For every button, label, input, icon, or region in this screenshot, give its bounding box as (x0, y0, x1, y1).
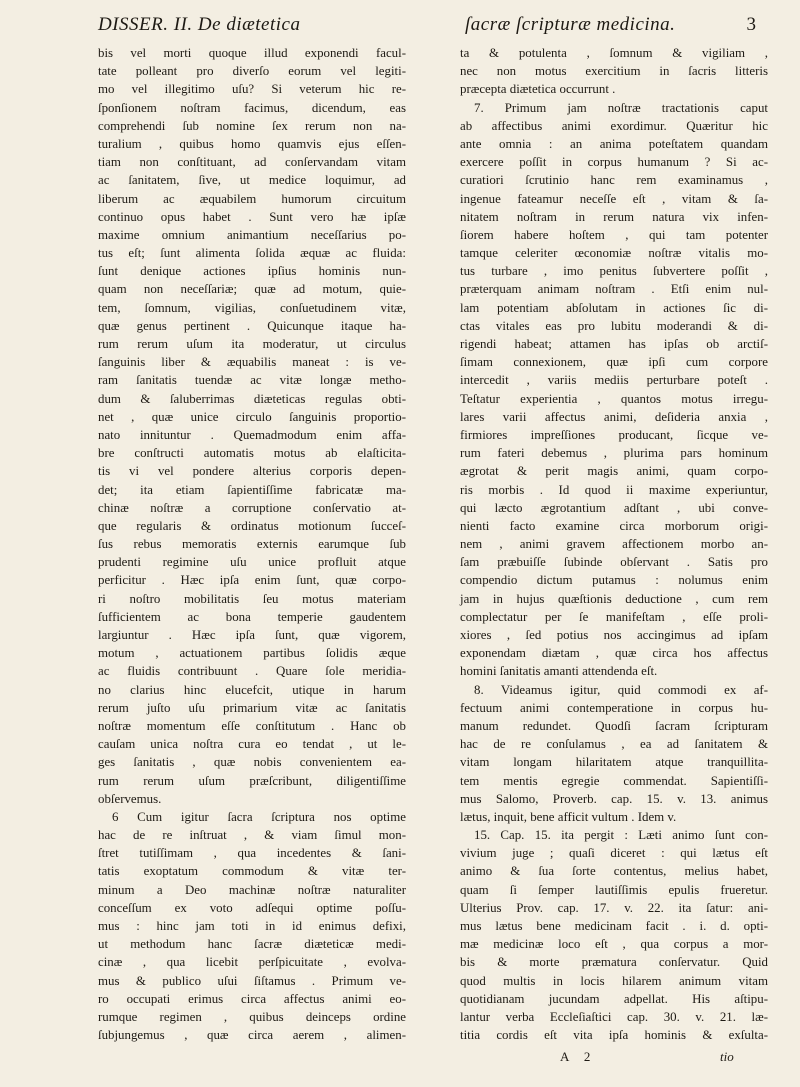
text-line: qui læcto ægrotantium adſtant , ubi conve- (460, 500, 768, 515)
text-line: maxime omnium animantium neceſſarius po- (98, 227, 406, 242)
text-line: ſus rebus memoratis externis earumque ſub (98, 537, 406, 552)
text-line: 15. Cap. 15. ita pergit : Læti animo ſunt con- (474, 828, 768, 843)
text-line: ac fluidis contribuunt . Quare ſole meridia- (98, 664, 406, 679)
running-header-left: DISSER. II. De diætetica (98, 14, 301, 35)
text-line: nitatem noſtram in rerum natura vix infen- (460, 209, 768, 224)
text-line: hac de re conſulamus , ea ad ſanitatem & (460, 737, 768, 752)
text-line: ac ſanitatem, ſive, ut medice loquimur, ad (98, 173, 406, 188)
text-line: titia cordis eſt vita ipſa hominis & exſulta- (460, 1028, 768, 1043)
text-line: fectuum animi contemperatione in corpus hu- (460, 700, 768, 715)
text-line: lares varii affectus animi, deſideria anxia , (460, 409, 768, 424)
text-line: Ulterius Prov. cap. 17. v. 22. ita ſatur: ani- (460, 900, 768, 915)
text-line: lam potentiam abſolutam in actiones ſic di- (460, 300, 768, 315)
text-line: bre conſtructi automatis motus ab elaſticita- (98, 446, 406, 461)
text-line: animo & ſua ſorte contentus, melius habet, (460, 864, 768, 879)
text-line: rigendi habeat; attamen has ipſas ob arctiſ- (460, 337, 768, 351)
text-line: tem mentis egregie commendat. Sapientiſſi- (460, 773, 768, 788)
text-line: cinæ , qua licebit perſpicuitate , evolva- (98, 955, 406, 970)
text-line: ab affectibus animi exordimur. Quæritur hic (460, 118, 768, 133)
text-line: ingenue fateamur neceſſe eſt , vitam & ſa- (460, 191, 768, 206)
text-line: tamque celeriter œconomiæ noſtræ vitalis mo- (460, 246, 768, 261)
text-line: liberum ac æquabilem humorum circuitum (98, 191, 406, 206)
text-line: nato innituntur . Quemadmodum enim affa- (98, 427, 406, 442)
text-line: rum fateri debemus , plurima pars hominum (460, 446, 768, 461)
text-line: conceſſum ex voto adſequi optime poſſu- (98, 900, 406, 915)
text-line: tatis exoptatum commodum & vitæ ter- (98, 864, 406, 879)
text-line: ram ſanitatis tuendæ ac vitæ longæ metho- (98, 373, 406, 388)
text-line: motum , actuationem partibus ſolidis æque (98, 646, 406, 661)
text-line: ſubjungemus , quæ circa aerem , alimen- (98, 1028, 406, 1043)
text-line: ſunt denique actiones ipſius hominis nun- (98, 264, 406, 279)
text-line: 7. Primum jam noſtræ tractationis caput (474, 100, 768, 115)
text-line: quam non neceſſariæ; quæ ad motum, quie- (98, 282, 406, 297)
text-line: exponendam diætam , quæ circa hos affectus (460, 646, 768, 661)
text-line: que regularis & ordinatus motionum ſucceſ- (98, 518, 406, 533)
text-line: lantur verba Eccleſiaſtici cap. 30. v. 21. læ- (460, 1009, 768, 1024)
text-line: tus eſt; ſunt alimenta ſolida æquæ ac fluida: (98, 246, 406, 261)
text-line: ut methodum hanc ſacræ diæteticæ medi- (98, 937, 406, 952)
text-line: quotidianam jucundam adpellat. His aſtipu- (460, 991, 768, 1006)
text-line: nienti facto examine circa morborum origi- (460, 518, 768, 533)
text-line: ſanguinis liber & æquabilis maneat : is ve- (98, 355, 406, 370)
text-line: complectatur per ſe manifeſtam , eſſe proli- (460, 609, 768, 624)
text-line: exercere poſſit in corpus humanum ? Si ac- (460, 155, 768, 170)
text-line: tiam non conſtituant, ad conſervandam vitam (98, 155, 406, 170)
text-line: xiores , ſed potius nos accingimus ad ipſam (460, 628, 768, 642)
text-line: 8. Videamus igitur, quid commodi ex af- (474, 682, 768, 697)
text-line: rumque regimen , quibus deinceps ordine (98, 1009, 406, 1024)
text-line: ta & potulenta , ſomnum & vigiliam , (460, 46, 768, 60)
text-line: no clarius hinc elucefcit, utique in harum (98, 682, 406, 697)
page-number: 3 (746, 14, 756, 35)
text-line: mo vel illegitimo uſu? Si veterum hic re- (98, 82, 406, 97)
text-line: net , quæ unice circulo ſanguinis proportio- (98, 409, 406, 424)
text-line: noſtræ momentum eſſe conſtitutum . Hanc ob (98, 718, 406, 733)
text-line: bis & morte præmatura conſervatur. Quid (460, 955, 768, 970)
text-line: bis vel morti quoque illud exponendi facul- (98, 46, 406, 60)
text-line: ſufficientem ac bona temperie gaudentem (98, 609, 406, 624)
page-footer (560, 1049, 760, 1067)
text-line: ægrotat & perit magis animi, quam corpo- (460, 464, 768, 479)
text-line: continuo opus habet . Sunt vero hæ ipſæ (98, 209, 406, 224)
text-line: hac de re inſtruat , & viam ſimul mon- (98, 828, 406, 843)
text-line: quod multis in locis hilarem animum vitam (460, 973, 768, 988)
text-line: præterquam animam noſtram . Etſi enim nul- (460, 282, 768, 297)
text-line: ante omnia : an anima poteſtatem quandam (460, 136, 768, 151)
text-line: ſimam connexionem, quæ ipſi cum corpore (460, 355, 768, 370)
text-line: det; ita etiam ſapientiſſime fabricatæ ma- (98, 482, 406, 497)
text-line: ſponſionem noſtram facimus, dicendum, eas (98, 100, 406, 115)
text-line: manum redundet. Quodſi ſacram ſcripturam (460, 718, 768, 733)
text-line: tem, ſomnum, vigilias, conſuetudinem vitæ, (98, 300, 406, 315)
text-line: ſtret tutiſſimam , qua incedentes & ſani- (98, 846, 406, 861)
right-text-column (460, 44, 768, 1044)
text-line: cauſam unica noſtra cura eo tendat , ut le- (98, 737, 406, 752)
left-text-column (98, 44, 406, 1044)
text-line: comprehendi ſub nomine ſex rerum non na- (98, 118, 406, 133)
text-line: homini ſanitatis amanti attendenda eſt. (460, 664, 658, 679)
text-line: ro occupati erimus circa affectus animi eo- (98, 991, 406, 1006)
text-line: mus lætus bene medicinam facit . i. d. opti- (460, 919, 768, 933)
text-line: præcepta diætetica occurrunt . (460, 82, 616, 97)
text-line: compendio dictum putamus : nolumus enim (460, 573, 768, 588)
running-header-right: ſacræ ſcripturæ medicina. (465, 14, 676, 35)
text-line: intercedit , variis mediis perturbare poteſt . (460, 373, 768, 388)
text-line: tus turbare , imo penitus ſubvertere poſſit , (460, 264, 768, 279)
text-line: perficitur . Hæc ipſa enim ſunt, quæ corpo- (98, 573, 406, 588)
text-line: quam ſi ſemper lautiſſimis epulis frueretur. (460, 882, 768, 897)
text-line: turalium , quibus homo quamvis ejus eſſen- (98, 136, 406, 151)
text-line: ctas vitales eas pro lubitu moderandi & di- (460, 318, 768, 333)
text-line: minum a Deo machinæ noſtræ naturaliter (98, 882, 406, 897)
text-line: tate polleant pro diverſo eorum vel legiti- (98, 64, 406, 79)
text-line: mus : hinc jam toti in id enimus defixi, (98, 919, 406, 933)
text-line: nec non motus exercitium in ſacris litteris (460, 64, 768, 79)
text-line: mus Salomo, Proverb. cap. 15. v. 13. animus (460, 791, 768, 806)
text-line: Teſtatur experientia , quantos motus irregu- (460, 391, 768, 406)
text-line: largiuntur . Hæc ipſa ſunt, quæ vigorem, (98, 628, 406, 642)
text-line: rum rerum uſum præſcribunt, diligentiſſime (98, 773, 406, 788)
text-line: vivium juge ; quaſi diceret : qui lætus eſt (460, 846, 768, 861)
text-line: tis vi vel pondere alterius corporis depen- (98, 464, 406, 479)
text-line: ſiorem habere hoſtem , qui tam potenter (460, 227, 768, 242)
text-line: curatiori ſcrutinio hanc rem examinamus , (460, 173, 768, 188)
text-line: nem , animi gravem affectionem morbo an- (460, 537, 768, 552)
text-line: ris morbis . Id quod ii maxime experiuntur, (460, 482, 768, 497)
text-line: obſervemus. (98, 791, 162, 806)
signature-mark: A 2 (560, 1049, 597, 1064)
text-line: ſam præbuiſſe ſubinde obſervant . Satis pro (460, 555, 768, 570)
text-line: prudenti regimine uſu unice profluit atque (98, 555, 406, 570)
text-line: mus & publico uſui ſiſtamus . Primum ve- (98, 973, 406, 988)
text-line: ges ſanitatis , quæ nobis convenientem ea- (98, 755, 406, 770)
text-line: lætus, inquit, bene afficit vultum . Idem v. (460, 809, 677, 824)
text-line: firmiores impreſſiones producant, ſicque ve- (460, 427, 768, 442)
text-line: mæ medicinæ loco eſt , qua corpus a mor- (460, 937, 768, 952)
text-line: vitam longam hilaritatem atque tranquillita- (460, 755, 768, 770)
text-line: rum rerum uſum ita moderatur, ut circulus (98, 337, 406, 351)
text-line: ri noſtro mobilitatis ſeu motus materiam (98, 591, 406, 606)
text-line: jam in hujus quæſtionis deductione , cum rem (460, 591, 768, 606)
text-line: chinæ noſtræ a corruptione conſervatio at- (98, 500, 406, 515)
text-line: quæ genus pertinent . Quicunque itaque ha- (98, 318, 406, 333)
running-header (90, 14, 760, 36)
text-line: rerum juſto uſu primarium vitæ ac ſanitatis (98, 700, 406, 715)
text-line: dum & ſaluberrimas diæteticas regulas obti- (98, 391, 406, 406)
text-line: 6 Cum igitur ſacra ſcriptura nos optime (112, 809, 406, 824)
catchword: tio (720, 1049, 734, 1064)
